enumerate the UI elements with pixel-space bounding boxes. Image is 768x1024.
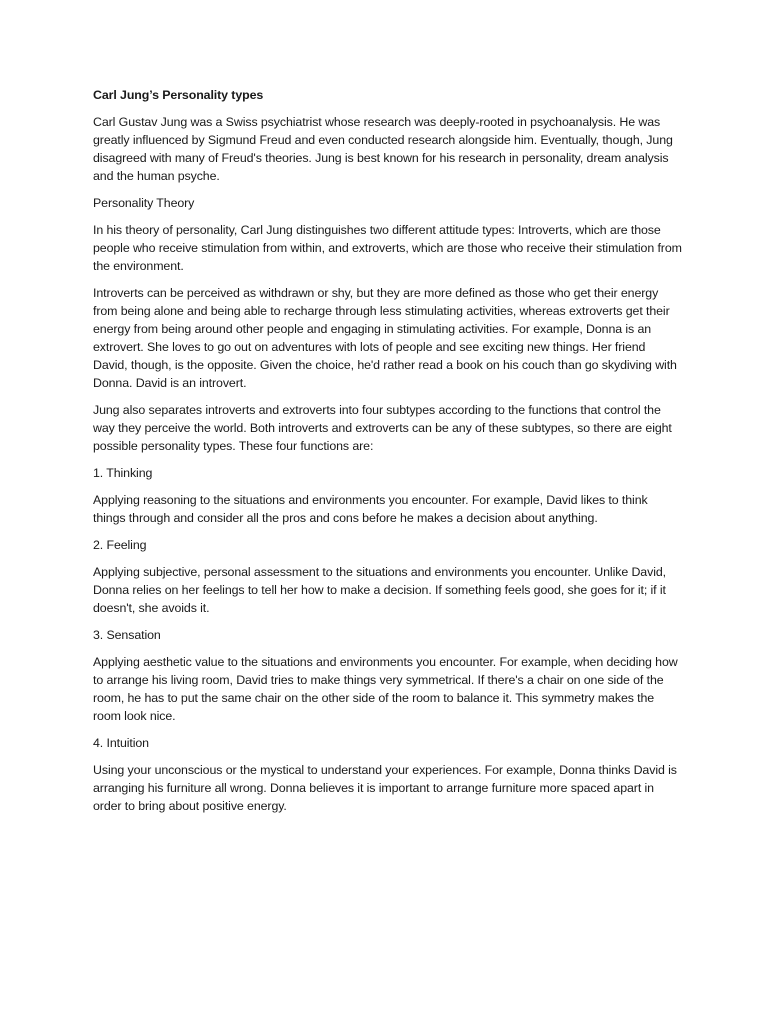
document-body: [93, 86, 683, 824]
function-heading-thinking: 1. Thinking: [93, 466, 153, 480]
introvert-extrovert-paragraph: Introverts can be perceived as withdrawn or shy, but they are more defined as those who get their energy from being alone and being able to recharge through less stimulating activities, whereas extroverts get their energy from being around other people and engaging in stimulating activities. For example, Donna is an extrovert. She loves to go out on adventures with lots of people and see exciting new things. Her friend David, though, is the opposite. Given the choice, he'd rather read a book on his couch than go skydiving with Donna. David is an introvert.: [93, 286, 677, 390]
function-text-thinking: Applying reasoning to the situations and environments you encounter. For example, David likes to think things through and consider all the pros and cons before he makes a decision about anything.: [93, 493, 648, 525]
function-text-feeling: Applying subjective, personal assessment to the situations and environments you encounter. Unlike David, Donna relies on her feelings to tell her how to make a decision. If something feels good, she goes for it; if it doesn't, she avoids it.: [93, 565, 666, 615]
document-title: Carl Jung’s Personality types: [93, 88, 264, 102]
intro-paragraph: Carl Gustav Jung was a Swiss psychiatrist whose research was deeply-rooted in psychoanalysis. He was greatly influenced by Sigmund Freud and even conducted research alongside him. Eventually, though, Jung disagreed with many of Freud's theories. Jung is best known for his research in personality, dream analysis and the human psyche.: [93, 115, 673, 183]
subtypes-paragraph: Jung also separates introverts and extroverts into four subtypes according to the functions that control the way they perceive the world. Both introverts and extroverts can be any of these subtypes, so there are eight possible personality types. These four functions are:: [93, 403, 672, 453]
function-text-sensation: Applying aesthetic value to the situations and environments you encounter. For example, when deciding how to arrange his living room, David tries to make things very symmetrical. If there's a chair on one side of the room, he has to put the same chair on the other side of the room to balance it. This symmetry makes the room look nice.: [93, 655, 678, 723]
attitude-types-paragraph: In his theory of personality, Carl Jung distinguishes two different attitude types: Introverts, which are those people who receive stimulation from within, and extroverts, which are those who receive their stimulation from the environment.: [93, 223, 682, 273]
function-heading-sensation: 3. Sensation: [93, 628, 161, 642]
function-heading-intuition: 4. Intuition: [93, 736, 149, 750]
function-text-intuition: Using your unconscious or the mystical to understand your experiences. For example, Donna thinks David is arranging his furniture all wrong. Donna believes it is important to arrange furniture more spaced apart in order to bring about positive energy.: [93, 763, 677, 813]
section-heading-personality-theory: Personality Theory: [93, 196, 195, 210]
function-heading-feeling: 2. Feeling: [93, 538, 147, 552]
